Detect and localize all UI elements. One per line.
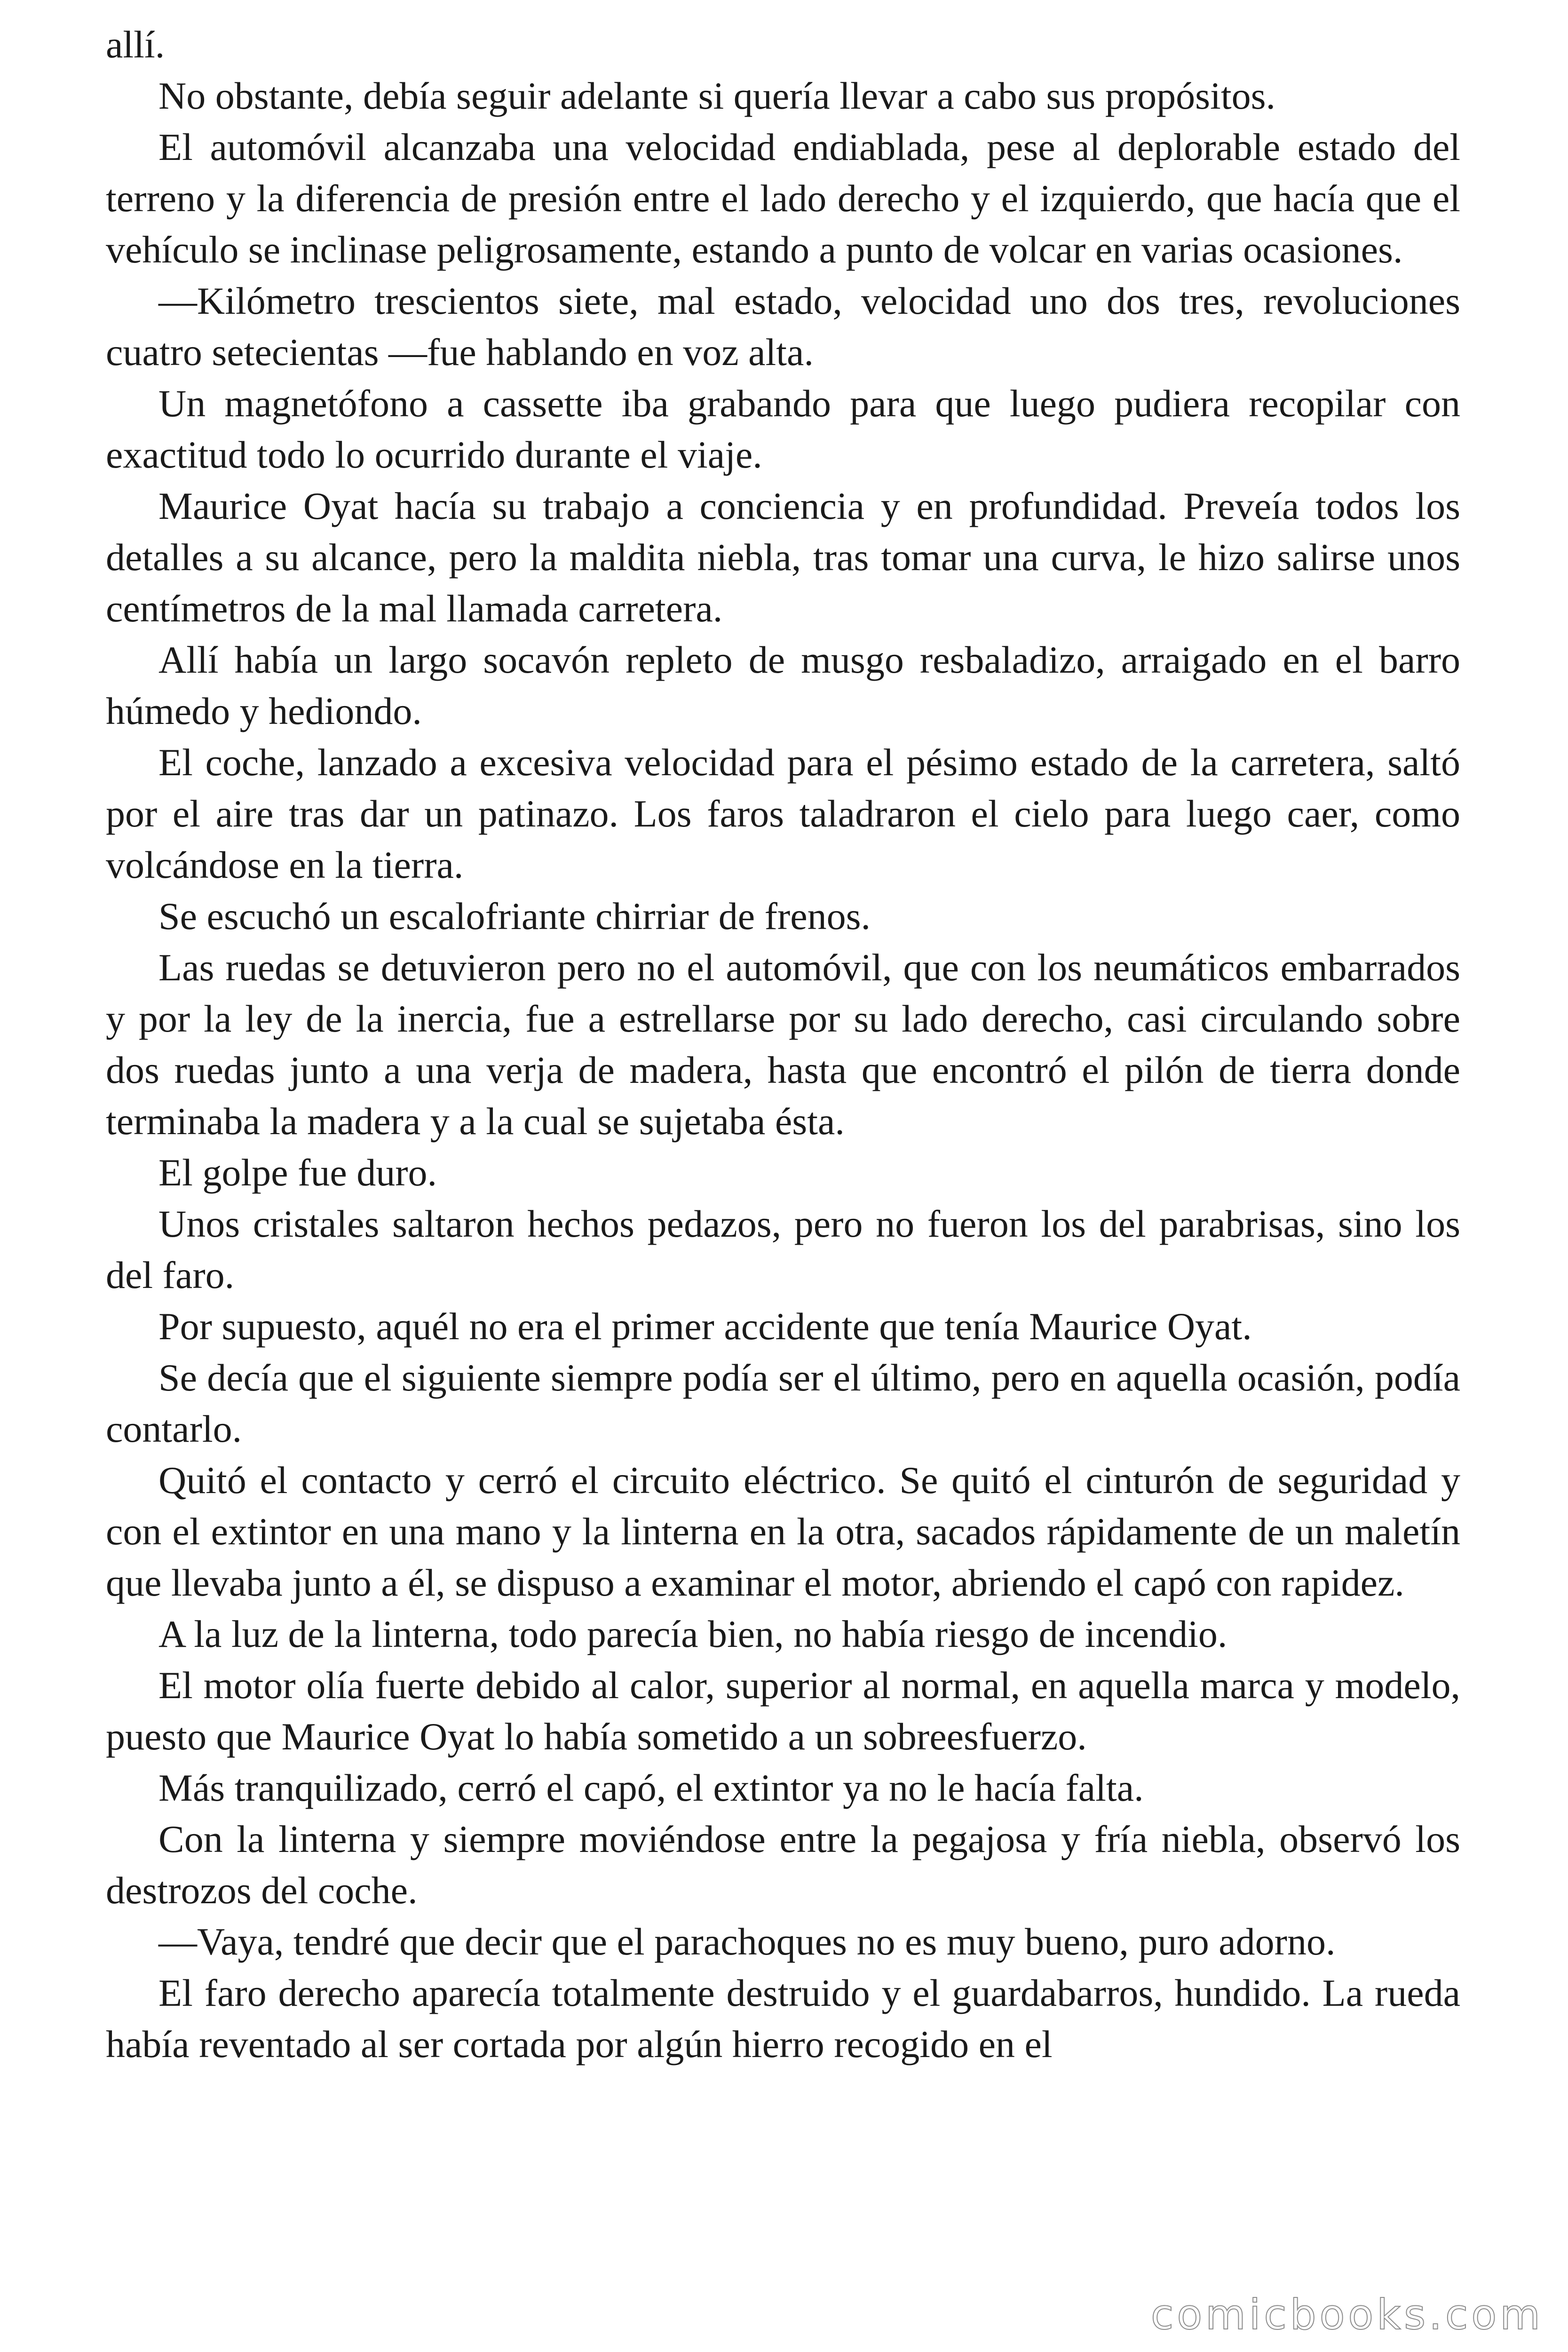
paragraph: Se decía que el siguiente siempre podía ser el último, pero en aquella ocasión, podía contarlo.: [106, 1356, 1460, 1450]
paragraph: El automóvil alcanzaba una velocidad endiablada, pese al deplorable estado del terreno y la diferencia de presión entre el lado derecho y el izquierdo, que hacía que el vehículo se inclinase peligrosamente, estando a punto de volcar en varias ocasiones.: [106, 126, 1460, 271]
paragraph: Por supuesto, aquél no era el primer accidente que tenía Maurice Oyat.: [158, 1305, 1252, 1348]
paragraph: Las ruedas se detuvieron pero no el automóvil, que con los neumáticos embarrados y por la ley de la inercia, fue a estrellarse por su lado derecho, casi circulando sobre dos ruedas junto a una verja de madera, hasta que encontró el pilón de tierra donde terminaba la madera y a la cual se sujetaba ésta.: [106, 946, 1460, 1143]
paragraph: El faro derecho aparecía totalmente destruido y el guardabarros, hundido. La rueda había reventado al ser cortada por algún hierro recogido en el: [106, 1971, 1460, 2066]
page-body: [106, 19, 1460, 2070]
paragraph: No obstante, debía seguir adelante si quería llevar a cabo sus propósitos.: [158, 74, 1276, 117]
paragraph: Allí había un largo socavón repleto de musgo resbaladizo, arraigado en el barro húmedo y hediondo.: [106, 638, 1460, 732]
paragraph: Maurice Oyat hacía su trabajo a conciencia y en profundidad. Preveía todos los detalles a su alcance, pero la maldita niebla, tras tomar una curva, le hizo salirse unos centímetros de la mal llamada carretera.: [106, 485, 1460, 630]
watermark: comicbooks.com: [1150, 2290, 1544, 2339]
paragraph: El golpe fue duro.: [158, 1151, 437, 1194]
paragraph: Un magnetófono a cassette iba grabando para que luego pudiera recopilar con exactitud todo lo ocurrido durante el viaje.: [106, 382, 1460, 476]
paragraph: —Kilómetro trescientos siete, mal estado, velocidad uno dos tres, revoluciones cuatro setecientas —fue hablando en voz alta.: [106, 279, 1460, 373]
paragraph: Unos cristales saltaron hechos pedazos, pero no fueron los del parabrisas, sino los del faro.: [106, 1202, 1460, 1296]
paragraph: Quitó el contacto y cerró el circuito eléctrico. Se quitó el cinturón de seguridad y con el extintor en una mano y la linterna en la otra, sacados rápidamente de un maletín que llevaba junto a él, se dispuso a examinar el motor, abriendo el capó con rapidez.: [106, 1459, 1460, 1604]
paragraph: Más tranquilizado, cerró el capó, el extintor ya no le hacía falta.: [158, 1766, 1144, 1809]
paragraph: Se escuchó un escalofriante chirriar de frenos.: [158, 895, 871, 938]
paragraph: Con la linterna y siempre moviéndose entre la pegajosa y fría niebla, observó los destrozos del coche.: [106, 1818, 1460, 1912]
paragraph: El motor olía fuerte debido al calor, superior al normal, en aquella marca y modelo, puesto que Maurice Oyat lo había sometido a un sobreesfuerzo.: [106, 1664, 1460, 1758]
paragraph: El coche, lanzado a excesiva velocidad para el pésimo estado de la carretera, saltó por el aire tras dar un patinazo. Los faros taladraron el cielo para luego caer, como volcándose en la tierra.: [106, 741, 1460, 886]
paragraph: —Vaya, tendré que decir que el parachoques no es muy bueno, puro adorno.: [158, 1920, 1336, 1963]
paragraph: A la luz de la linterna, todo parecía bien, no había riesgo de incendio.: [158, 1613, 1227, 1655]
paragraph: allí.: [106, 23, 165, 66]
